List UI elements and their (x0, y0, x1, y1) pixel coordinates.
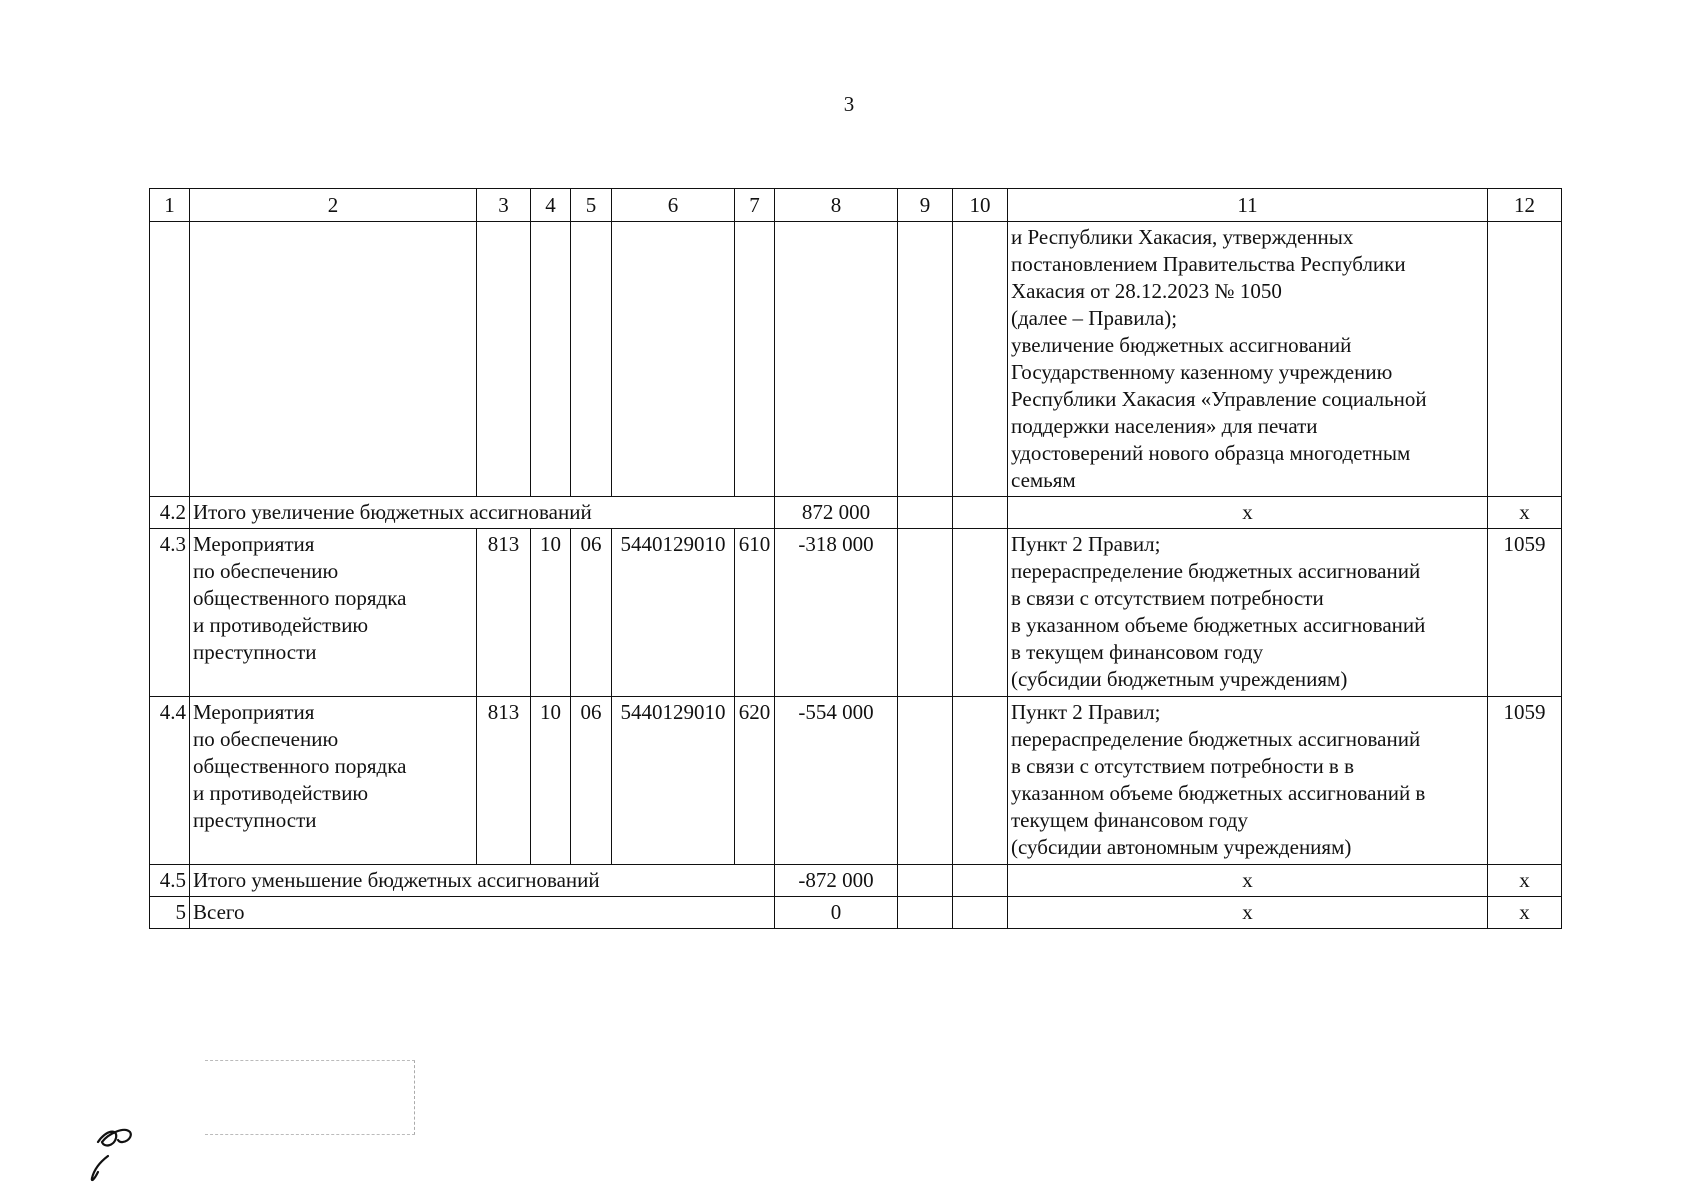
expense-type-cell: 610 (735, 529, 775, 697)
section-code-cell: 10 (531, 697, 571, 865)
expense-type-cell: 620 (735, 697, 775, 865)
column-header: 8 (775, 189, 898, 222)
row-number: 4.2 (150, 497, 190, 529)
column-header: 5 (571, 189, 612, 222)
amount-cell: 0 (775, 897, 898, 929)
budget-allocation-table (149, 188, 1562, 929)
event-name-cell: Мероприятия по обеспечению общественного порядка и противодействию преступности (190, 529, 477, 697)
column-header: 1 (150, 189, 190, 222)
row-label: Итого уменьшение бюджетных ассигнований (190, 865, 775, 897)
amount-cell: -554 000 (775, 697, 898, 865)
justification-cell: и Республики Хакасия, утвержденных постановлением Правительства Республики Хакасия от 28.12.2023 № 1050 (далее – Правила); увеличение бюджетных ассигнований Государственному казенному учреждению Республики Хакасия «Управление социальной поддержки населения» для печати удостоверений нового образца многодетным семьям (1008, 222, 1488, 497)
amount-cell: 872 000 (775, 497, 898, 529)
table-row-4-5 (150, 865, 1562, 897)
amount-cell: -872 000 (775, 865, 898, 897)
column-header: 11 (1008, 189, 1488, 222)
justification-cell: х (1008, 497, 1488, 529)
table-row-4-4 (150, 697, 1562, 865)
code-cell: 1059 (1488, 697, 1562, 865)
code-cell: х (1488, 865, 1562, 897)
justification-cell: х (1008, 897, 1488, 929)
column-header: 3 (477, 189, 531, 222)
table-row-4-3 (150, 529, 1562, 697)
row-number: 4.4 (150, 697, 190, 865)
column-header: 2 (190, 189, 477, 222)
row-number: 4.5 (150, 865, 190, 897)
column-header: 10 (953, 189, 1008, 222)
justification-cell: х (1008, 865, 1488, 897)
page-number: 3 (843, 92, 855, 116)
column-header: 12 (1488, 189, 1562, 222)
table-row-4-2 (150, 497, 1562, 529)
handwritten-signature (86, 1120, 156, 1190)
code-cell: х (1488, 497, 1562, 529)
column-header: 7 (735, 189, 775, 222)
section-code-cell: 10 (531, 529, 571, 697)
row-number: 4.3 (150, 529, 190, 697)
code-cell: х (1488, 897, 1562, 929)
code-cell: 1059 (1488, 529, 1562, 697)
table-row-5-total (150, 897, 1562, 929)
row-label: Итого увеличение бюджетных ассигнований (190, 497, 775, 529)
row-label: Всего (190, 897, 775, 929)
ministry-code-cell: 813 (477, 697, 531, 865)
ministry-code-cell: 813 (477, 529, 531, 697)
amount-cell: -318 000 (775, 529, 898, 697)
table-row-continuation (150, 222, 1562, 497)
column-header: 4 (531, 189, 571, 222)
target-article-cell: 5440129010 (612, 697, 735, 865)
row-number: 5 (150, 897, 190, 929)
event-name-cell: Мероприятия по обеспечению общественного порядка и противодействию преступности (190, 697, 477, 865)
justification-cell: Пункт 2 Правил; перераспределение бюджетных ассигнований в связи с отсутствием потребности в указанном объеме бюджетных ассигнований в текущем финансовом году (субсидии бюджетным учреждениям) (1008, 529, 1488, 697)
column-number-row (150, 189, 1562, 222)
target-article-cell: 5440129010 (612, 529, 735, 697)
subsection-code-cell: 06 (571, 697, 612, 865)
column-header: 9 (898, 189, 953, 222)
column-header: 6 (612, 189, 735, 222)
subsection-code-cell: 06 (571, 529, 612, 697)
justification-cell: Пункт 2 Правил; перераспределение бюджетных ассигнований в связи с отсутствием потребности в в указанном объеме бюджетных ассигнований в текущем финансовом году (субсидии автономным учреждениям) (1008, 697, 1488, 865)
faded-stamp (205, 1060, 415, 1135)
